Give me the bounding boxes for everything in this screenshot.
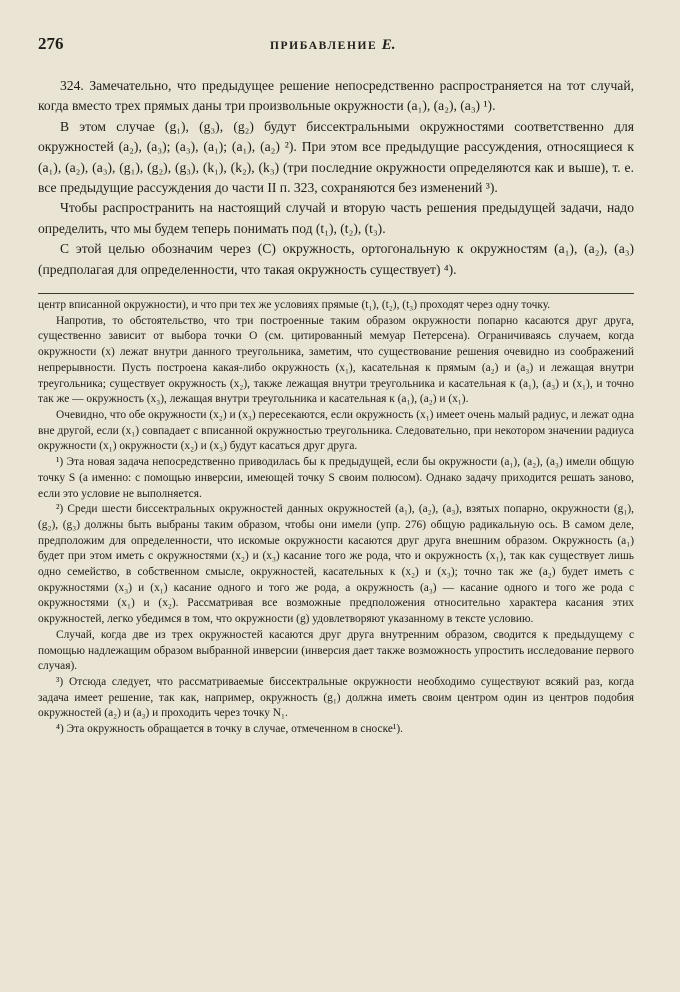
paragraph: Чтобы распространить на настоящий случай и вторую часть решения предыдущей задачи, надо определить, что мы будем теперь понимать под (t₁), (t₂), (t₃). [38,200,634,236]
footnote-3: ³) Отсюда следует, что рассматриваемые биссектральные окружности необходимо существуют всякий раз, когда задача имеет решение, так как, например, окружность (g₁) должна иметь своим центром один из центров подобия окружностей (a₂) и (a₃) и проходить через точку N₁. [38,675,634,720]
footnote-4: ⁴) Эта окружность обращается в точку в случае, отмеченном в сноске¹). [56,723,403,736]
footnote-2: ²) Среди шести биссектральных окружностей данных окружностей (a₁), (a₂), (a₃), взятых попарно, окружности (g₁), (g₂), (g₃) должны быть выбраны таким образом, чтобы они имели (упр. 276) общую радикальную ось. В самом деле, предположим для определенности, что искомые окружности касаются друг друга внешним образом. Окружность (a₁) будет при этом иметь с окружностями (x₂) и (x₃) касание того же рода, что и окружность (x₁), так как существует лишь одно семейство, в собственном смысле, окружностей, касательных к (x₂) и (x₃); точно так же (a₂) будет иметь с окружностями (x₃) и (x₁) касание одного и того же рода, а окружность (a₃) — касание одного и того же рода с окружностями (x₁) и (x₂). Рассматривая все возможные предположения относительно характера касания этих окружностей, легко убедимся в том, что окружности (g) удовлетворяют указанному в тексте условию. [38,503,634,626]
footnote-paragraph: Напротив, то обстоятельство, что три построенные таким образом окружности попарно касаются друг друга, существенно зависит от выбора точки O (см. цитированный мемуар Петерсена). Ограничиваясь случаем, когда окружности (x) лежат внутри данного треугольника, заметим, что существование решения очевидно из соображений непрерывности. Пусть построена какая-либо окружность (x₁), касательная к прямым (a₂) и (a₃) и лежащая внутри треугольника; существует окружность (x₂), также лежащая внутри треугольника и касательная к (a₁), (a₃) и (x₁), и точно так же — окружность (x₃), лежащая внутри треугольника и касательная к (a₁), (a₂) и (x₁). [38,314,634,406]
page-header [38,34,634,54]
footnote-paragraph: Случай, когда две из трех окружностей касаются друг друга внутренним образом, сводится к предыдущему с помощью надлежащим образом выбранной инверсии (инверсия дает также возможность упростить исследование первого случая). [38,628,634,673]
footnote-continuation: центр вписанной окружности), и что при тех же условиях прямые (t₁), (t₂), (t₃) проходят через одну точку. [38,299,551,312]
running-head [270,37,396,54]
paragraph: С этой целью обозначим через (C) окружность, ортогональную к окружностям (a₁), (a₂), (a₃) (предполагая для определенности, что такая окружность существует) ⁴). [38,241,634,277]
page-number: 276 [38,34,64,53]
footnote-paragraph: Очевидно, что обе окружности (x₂) и (x₃) пересекаются, если окружность (x₁) имеет очень малый радиус, и лежат одна вне другой, если (x₁) совпадает с вписанной окружностью треугольника. Следовательно, при некотором значении радиуса окружности (x₁) окружности (x₂) и (x₃) будут касаться друг друга. [38,408,634,453]
paragraph-324: 324. Замечательно, что предыдущее решение непосредственно распространяется на тот случай, когда вместо трех прямых даны три произвольные окружности (a₁), (a₂), (a₃) ¹). [38,78,634,114]
main-text [38,76,634,280]
footnote-1: ¹) Эта новая задача непосредственно приводилась бы к предыдущей, если бы окружности (a₁), (a₂), (a₃) имели общую точку S (а именно: с помощью инверсии, имеющей точку S своим полюсом). Однако задачу приходится решать заново, если это условие не выполняется. [38,456,634,500]
running-head-title: ПРИБАВЛЕНИЕ [270,40,378,52]
running-head-letter: Е. [381,37,396,53]
paragraph: В этом случае (g₁), (g₃), (g₂) будут биссектральными окружностями соответственно для окружностей (a₂), (a₃); (a₃), (a₁); (a₁), (a₂) ²). При этом все предыдущие рассуждения, относящиеся к (a₁), (a₂), (a₃), (g₁), (g₂), (g₃), (k₁), (k₂), (k₃) (три последние окружности определяются как и выше), т. е. все предыдущие рассуждения до части II п. 323, сохраняются без изменений ³). [38,118,634,196]
footnotes [38,298,634,738]
footnote-divider [38,293,634,294]
